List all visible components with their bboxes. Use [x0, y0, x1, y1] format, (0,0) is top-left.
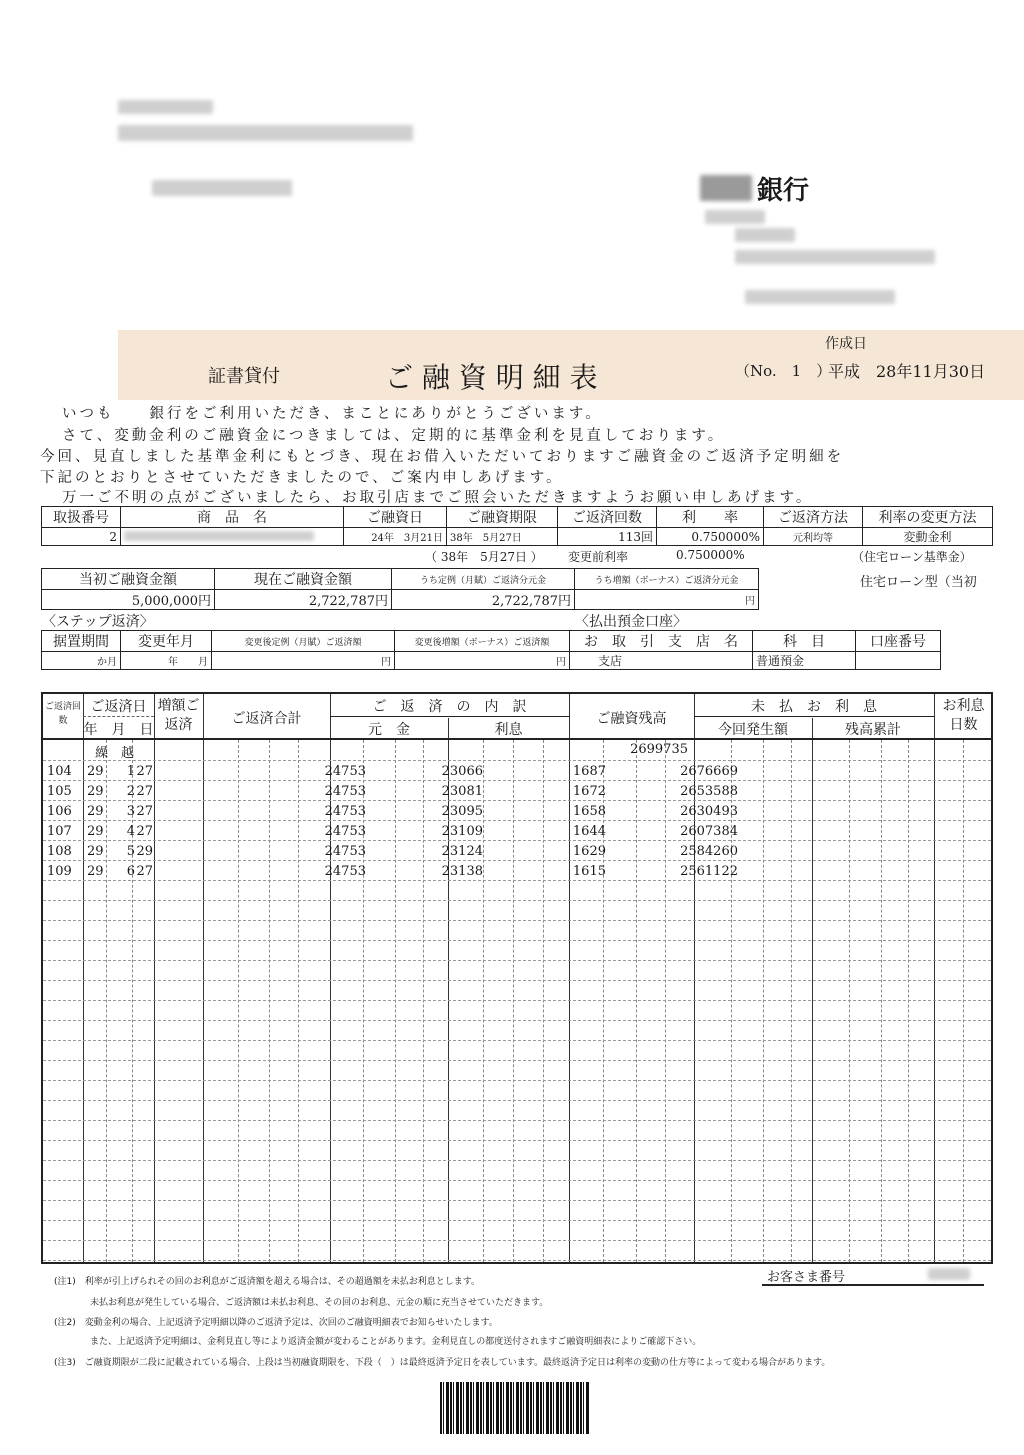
hdr-principal: 元 金 — [368, 722, 410, 738]
row-line — [43, 1120, 991, 1121]
col-change-ym: 変更年月 — [121, 631, 212, 652]
col-rate-change: 利率の変更方法 — [863, 507, 993, 528]
row-line — [43, 980, 991, 981]
hdr-count: ご返済回数 — [44, 702, 81, 726]
greeting-line: さて、変動金利のご融資金につきましては、定期的に基準金利を見直しております。 — [62, 428, 726, 444]
address-blurred — [118, 100, 213, 114]
initial-amount: 5,000,000円 — [42, 590, 215, 610]
row-count: 106 — [47, 804, 72, 819]
created-label: 作成日 — [825, 336, 867, 352]
row-total: 24753 — [324, 824, 366, 839]
row-principal: 23095 — [441, 804, 483, 819]
row-line — [43, 800, 991, 801]
hdr-balance: ご融資残高 — [596, 711, 667, 727]
row-year: 29 — [87, 844, 104, 859]
digit-sep — [665, 740, 666, 1262]
handling-number: 2 — [42, 528, 121, 546]
row-day: 27 — [136, 784, 153, 799]
due-final: （ 38年 5月27日 ） — [425, 550, 543, 564]
base-rate: （住宅ローン基準金） — [852, 550, 972, 564]
amount-table — [41, 568, 759, 610]
subject-value: 普通預金 — [753, 652, 856, 670]
rate: 0.750000% — [657, 528, 764, 546]
account-title: 〈払出預金口座〉 — [575, 614, 687, 630]
row-day: 27 — [136, 824, 153, 839]
row-line — [43, 1020, 991, 1021]
row-month: 3 — [126, 804, 135, 819]
recipient-blurred — [152, 180, 292, 196]
row-line — [43, 820, 991, 821]
digit-sep — [269, 740, 270, 1262]
row-line — [43, 920, 991, 921]
row-year: 29 — [87, 804, 104, 819]
row-count: 104 — [47, 764, 72, 779]
row-principal: 23124 — [441, 844, 483, 859]
row-line — [43, 780, 991, 781]
document-number: （No. 1 ） — [735, 362, 832, 380]
digit-sep — [849, 740, 850, 1262]
row-total: 24753 — [324, 764, 366, 779]
row-line — [43, 1100, 991, 1101]
hdr-unpaid: 未 払 お 利 息 — [751, 699, 877, 715]
row-month: 5 — [126, 844, 135, 859]
hdr-total: ご返済合計 — [231, 711, 302, 727]
digit-sep — [791, 740, 792, 1262]
digit-sep — [963, 740, 964, 1262]
col-grace: 据置期間 — [42, 631, 121, 652]
digit-sep — [423, 740, 424, 1262]
bonus-principal: 円 — [575, 590, 759, 610]
repay-method: 元利均等 — [764, 528, 863, 546]
row-line — [43, 1080, 991, 1081]
bank-name: 銀行 — [757, 176, 810, 206]
hdr-unpaid-now: 今回発生額 — [718, 722, 788, 738]
account-number-value — [856, 652, 941, 670]
col-handling-number: 取扱番号 — [42, 507, 121, 528]
row-total: 24753 — [324, 804, 366, 819]
step-account-table — [41, 630, 941, 670]
row-month: 2 — [126, 784, 135, 799]
branch-address-blurred — [735, 250, 935, 264]
row-month: 4 — [126, 824, 135, 839]
row-balance: 2676669 — [680, 764, 738, 779]
col-loan-due: ご融資期限 — [447, 507, 558, 528]
row-count: 109 — [47, 864, 72, 879]
step-title: 〈ステップ返済〉 — [42, 614, 154, 630]
barcode — [440, 1382, 590, 1434]
row-total: 24753 — [324, 864, 366, 879]
row-line — [43, 960, 991, 961]
row-line — [43, 1040, 991, 1041]
date-sub-sep — [106, 740, 107, 1262]
page-title: ご 融 資 明 細 表 — [385, 361, 598, 394]
branch-blurred — [705, 210, 765, 224]
digit-sep — [881, 740, 882, 1262]
regular-principal: 2,722,787円 — [392, 590, 575, 610]
row-interest: 1629 — [572, 844, 606, 859]
greeting-line: 下記のとおりとさせていただきましたので、ご案内申しあげます。 — [40, 470, 564, 486]
row-line — [43, 940, 991, 941]
hdr-unpaid-total: 残高累計 — [845, 722, 901, 738]
col-repay-method: ご返済方法 — [764, 507, 863, 528]
hdr-bonus: 増額ご返済 — [157, 698, 200, 733]
digit-sep — [543, 740, 544, 1262]
created-date: 平成 28年11月30日 — [828, 362, 986, 381]
greeting-line: 今回、見直しました基準金利にもとづき、現在お借入いただいておりますご融資金のご返済予定明細を — [40, 449, 845, 465]
grace-value: か月 — [42, 652, 121, 670]
row-line — [43, 1060, 991, 1061]
row-balance: 2653588 — [680, 784, 738, 799]
row-principal: 23081 — [441, 784, 483, 799]
row-total: 24753 — [324, 844, 366, 859]
row-year: 29 — [87, 824, 104, 839]
customer-number-label: お客さま番号 — [767, 1270, 846, 1285]
col-repay-count: ご返済回数 — [558, 507, 657, 528]
digit-sep — [636, 740, 637, 1262]
digit-sep — [763, 740, 764, 1262]
hdr-breakdown: ご 返 済 の 内 訳 — [372, 699, 527, 715]
row-line — [43, 1160, 991, 1161]
row-day: 27 — [136, 764, 153, 779]
schedule-table — [41, 692, 993, 1264]
row-line — [43, 760, 991, 761]
row-balance: 2607384 — [680, 824, 738, 839]
col-new-regular: 変更後定例（月賦）ご返済額 — [212, 631, 395, 652]
current-amount: 2,722,787円 — [215, 590, 392, 610]
row-principal: 23066 — [441, 764, 483, 779]
hdr-days: お利息日数 — [942, 698, 985, 733]
row-line — [43, 860, 991, 861]
branch-blurred-2 — [735, 228, 795, 242]
row-total: 24753 — [324, 784, 366, 799]
customer-number-rule — [762, 1284, 984, 1286]
note-1: (注1) 利率が引上げられその回のお利息がご返済額を超える場合は、その超過額を未払お利息とします。 — [54, 1277, 481, 1287]
col-subject: 科 目 — [753, 631, 856, 652]
note-3: (注3) ご融資期限が二段に記載されている場合、上段は当初融資期限を、下段（ ）は最終返済予定日を表しています。最終返済予定日は利率の変動の仕方等によって変わる場合があります。 — [54, 1358, 831, 1368]
row-balance: 2630493 — [680, 804, 738, 819]
note-1b: 未払お利息が発生している場合、ご返済額は未払お利息、その回のお利息、元金の順に充当させていただきます。 — [90, 1298, 549, 1308]
col-current-amount: 現在ご融資金額 — [215, 569, 392, 590]
header-sub-rule — [83, 716, 154, 717]
row-balance: 2561122 — [680, 864, 738, 879]
product-name — [121, 528, 344, 546]
row-line — [43, 1000, 991, 1001]
row-line — [43, 1260, 991, 1261]
col-loan-date: ご融資日 — [344, 507, 447, 528]
row-day: 27 — [136, 804, 153, 819]
bank-logo-blurred — [700, 175, 752, 201]
loan-type: 証書貸付 — [208, 366, 280, 387]
hdr-date: ご返済日 — [90, 699, 147, 715]
digit-sep — [483, 740, 484, 1262]
row-line — [43, 900, 991, 901]
col-product-name: 商 品 名 — [121, 507, 344, 528]
row-count: 105 — [47, 784, 72, 799]
col-rate: 利 率 — [657, 507, 764, 528]
row-principal: 23138 — [441, 864, 483, 879]
row-line — [43, 1240, 991, 1241]
branch-value: 支店 — [570, 652, 753, 670]
loan-info-table — [41, 506, 993, 546]
note-2b: また、上記返済予定明細は、金利見直し等により返済金額が変わることがあります。金利見直しの都度送付されますご融資明細表によりご確認下さい。 — [90, 1337, 702, 1347]
row-balance: 2584260 — [680, 844, 738, 859]
address-blurred-2 — [118, 125, 413, 141]
row-day: 27 — [136, 864, 153, 879]
row-line — [43, 1200, 991, 1201]
loan-type-note: 住宅ローン型（当初 — [860, 575, 977, 590]
row-month: 1 — [126, 764, 135, 779]
row-interest: 1672 — [572, 784, 606, 799]
row-interest: 1658 — [572, 804, 606, 819]
row-line — [43, 1220, 991, 1221]
digit-sep — [908, 740, 909, 1262]
row-day: 29 — [136, 844, 153, 859]
col-regular-principal: うち定例（月賦）ご返済分元金 — [392, 569, 575, 590]
row-month: 6 — [126, 864, 135, 879]
row-interest: 1615 — [572, 864, 606, 879]
digit-sep — [395, 740, 396, 1262]
col-branch: お 取 引 支 店 名 — [570, 631, 753, 652]
col-new-bonus: 変更後増額（ボーナス）ご返済額 — [395, 631, 570, 652]
greeting-line: いつも 銀行をご利用いただき、まことにありがとうございます。 — [62, 406, 603, 422]
col-bonus-principal: うち増額（ボーナス）ご返済分元金 — [575, 569, 759, 590]
row-year: 29 — [87, 784, 104, 799]
digit-sep — [238, 740, 239, 1262]
col-initial-amount: 当初ご融資金額 — [42, 569, 215, 590]
loan-due: 38年 5月27日 — [447, 528, 558, 546]
header-sub-rule — [694, 716, 934, 717]
hdr-date-sub: 年 月 日 — [83, 722, 154, 738]
row-count: 108 — [47, 844, 72, 859]
note-2: (注2) 変動金利の場合、上記返済予定明細以降のご返済予定は、次回のご融資明細表でお知らせいたします。 — [54, 1318, 498, 1328]
new-bonus-value: 円 — [395, 652, 570, 670]
row-year: 29 — [87, 864, 104, 879]
rate-change: 変動金利 — [863, 528, 993, 546]
row-line — [43, 840, 991, 841]
prev-rate-label: 変更前利率 — [568, 550, 629, 564]
hdr-interest: 利息 — [494, 722, 523, 738]
carry-balance: 2699735 — [630, 742, 688, 757]
prev-rate: 0.750000% — [676, 548, 745, 562]
row-interest: 1687 — [572, 764, 606, 779]
repay-count: 113回 — [558, 528, 657, 546]
row-line — [43, 880, 991, 881]
greeting-line: 万一ご不明の点がございましたら、お取引店までご照会いただきますようお願い申しあげます。 — [62, 490, 814, 506]
header-sub-rule — [330, 716, 569, 717]
branch-phone-blurred — [745, 290, 895, 304]
row-interest: 1644 — [572, 824, 606, 839]
row-line — [43, 1180, 991, 1181]
col-account-number: 口座番号 — [856, 631, 941, 652]
row-year: 29 — [87, 764, 104, 779]
digit-sep — [513, 740, 514, 1262]
change-ym-value: 年 月 — [121, 652, 212, 670]
loan-date: 24年 3月21日 — [344, 528, 447, 546]
product-blurred — [124, 531, 314, 541]
row-line — [43, 1140, 991, 1141]
row-principal: 23109 — [441, 824, 483, 839]
customer-number-blurred — [928, 1268, 970, 1280]
carry-label: 繰 越 — [95, 746, 135, 761]
new-regular-value: 円 — [212, 652, 395, 670]
row-count: 107 — [47, 824, 72, 839]
digit-sep — [298, 740, 299, 1262]
